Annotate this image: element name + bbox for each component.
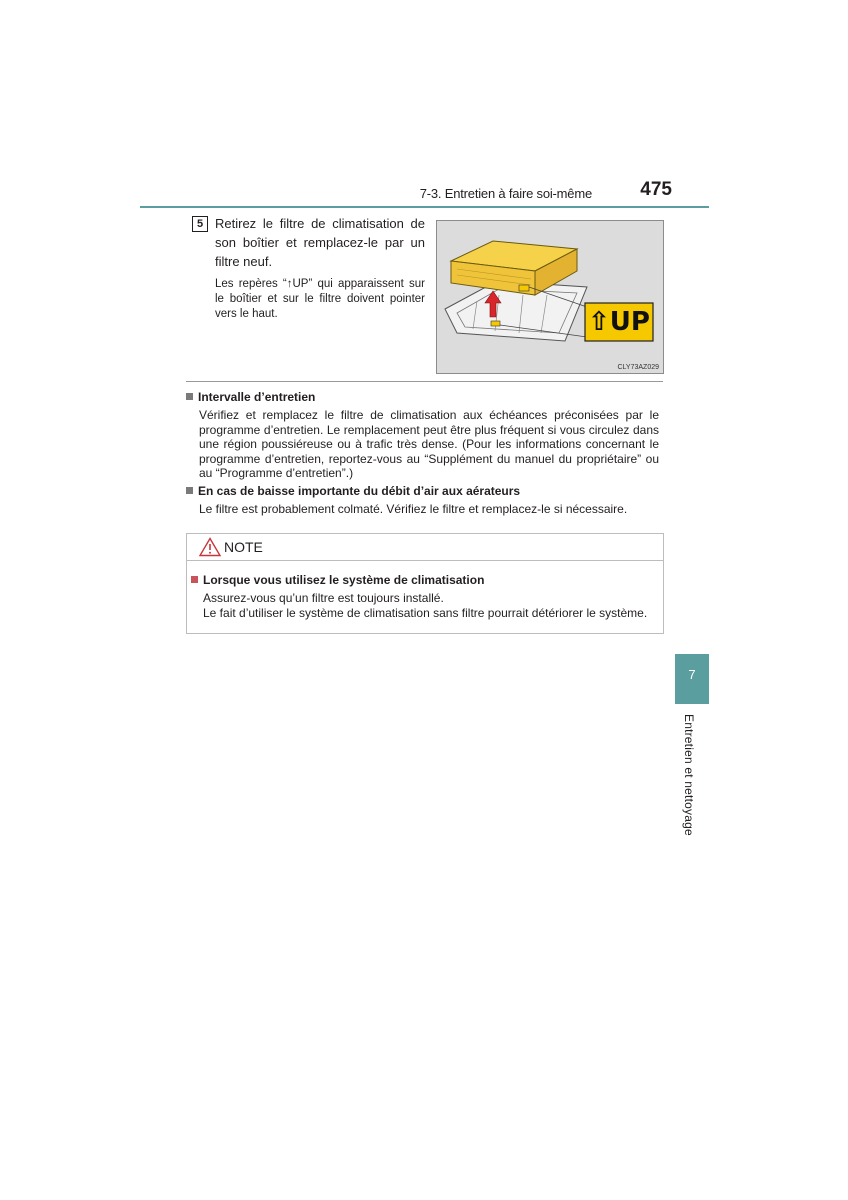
square-bullet-icon [186,487,193,494]
section-title: 7-3. Entretien à faire soi-même [419,186,592,201]
chapter-tab: 7 [675,654,709,704]
step-instruction: Retirez le filtre de climatisation de son boîtier et remplacez-le par un filtre neuf. [215,216,425,269]
section-heading [186,390,315,404]
page-number: 475 [640,179,672,200]
square-bullet-icon [191,576,198,583]
section-heading-text: Intervalle d’entretien [198,390,316,404]
step-number-badge: 5 [192,216,208,232]
section-heading [186,484,520,498]
note-line: Le fait d’utiliser le système de climatisation sans filtre pourrait détériorer le système. [203,605,648,620]
note-title: NOTE [224,539,263,555]
note-body [203,591,659,620]
figure-code: CLY73AZ029 [617,364,659,371]
section-divider [186,381,663,382]
header-rule [140,206,709,208]
chapter-title: Entretien et nettoyage [682,714,696,836]
filter-illustration [436,220,664,374]
square-bullet-icon [186,393,193,400]
note-heading [191,573,484,587]
note-box [186,533,664,634]
filter-diagram [437,221,663,373]
section-heading-text: En cas de baisse importante du débit d’air aux aérateurs [198,484,521,498]
section-body: Vérifiez et remplacez le filtre de climatisation aux échéances préconisées par le programme d’entretien. Le remplacement peut être plus fréquent si vous circulez dans une région poussiéreuse ou à trafic très dense. (Pour les informations concernant le programme d’entretien, reportez-vous au “Supplément du manuel du propriétaire” ou au “Programme d’entretien”.) [199,408,659,481]
up-label: ⇧UP [588,307,650,337]
section-body: Le filtre est probablement colmaté. Vérifiez le filtre et remplacez-le si nécessaire. [199,502,628,516]
step-note: Les repères “↑UP” qui apparaissent sur le boîtier et sur le filtre doivent pointer vers le haut. [215,278,425,320]
note-line: Assurez-vous qu’un filtre est toujours installé. [203,591,444,605]
note-heading-text: Lorsque vous utilisez le système de climatisation [203,573,485,587]
note-title-row [187,534,663,561]
warning-triangle-icon [199,537,221,557]
